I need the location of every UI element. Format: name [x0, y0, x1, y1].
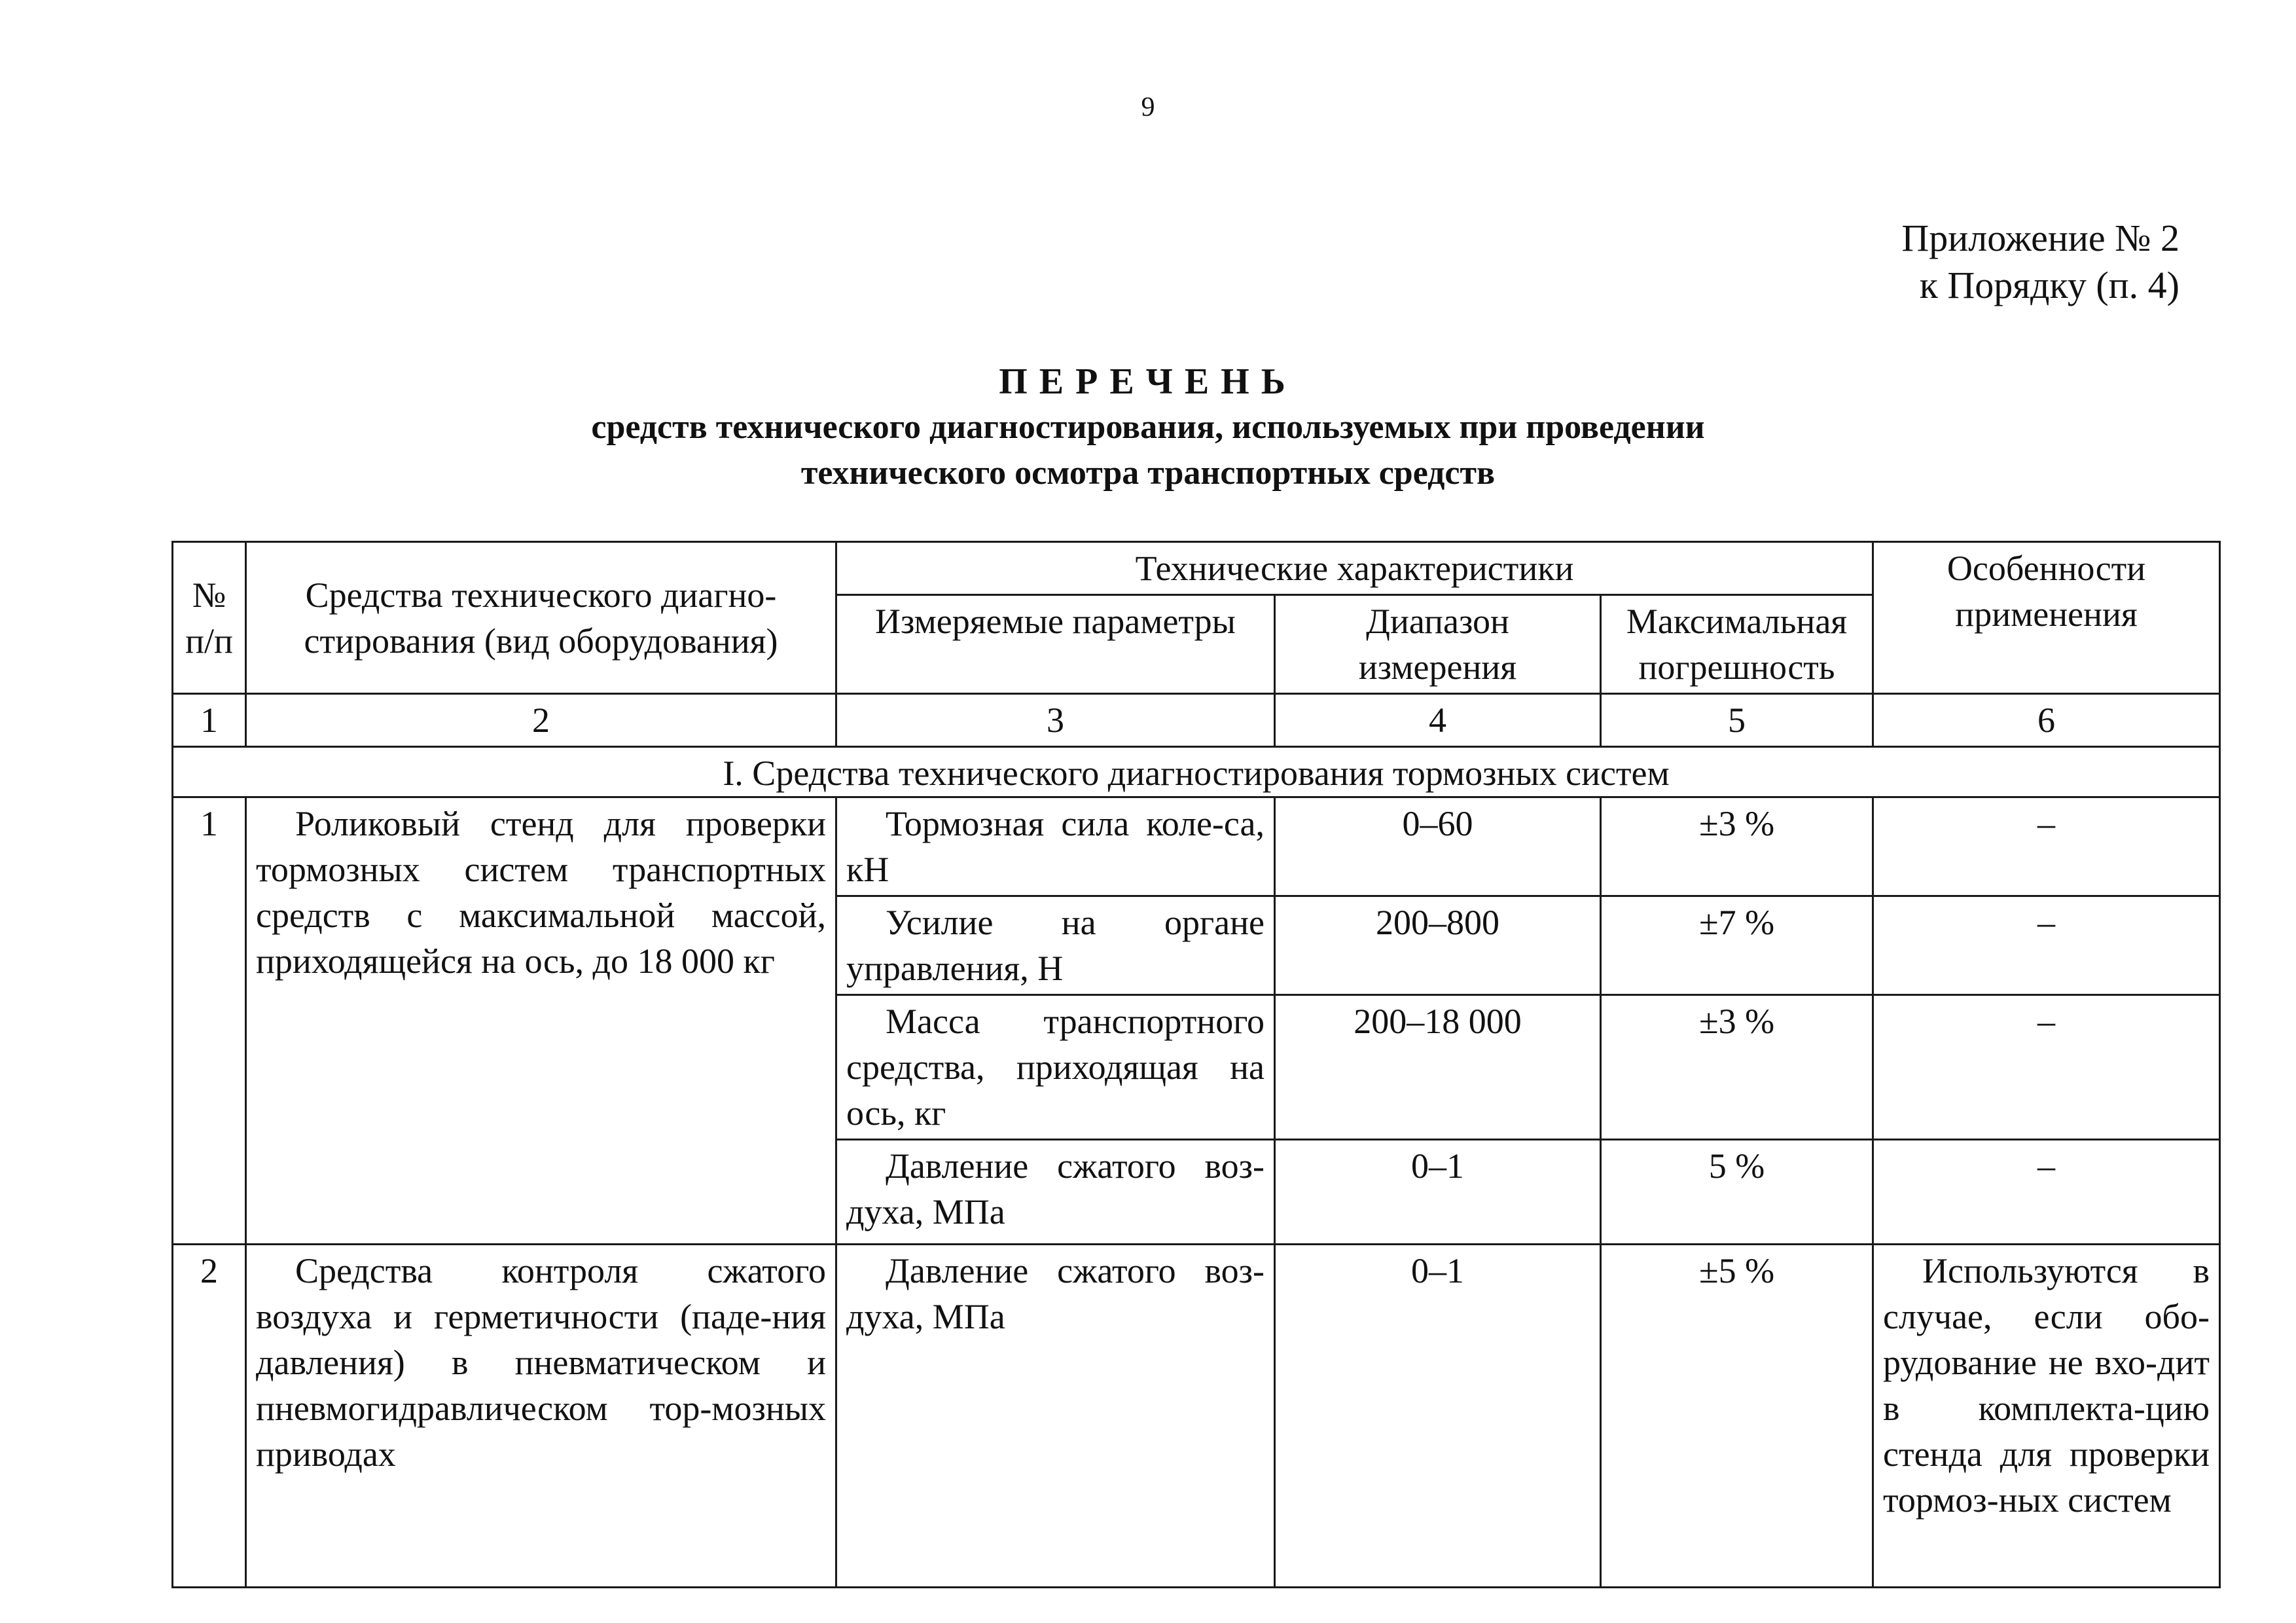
- header-range: Диапазон измерения: [1275, 595, 1601, 694]
- header-tech-characteristics: Технические характеристики: [836, 542, 1873, 595]
- max-error: ±7 %: [1601, 896, 1873, 995]
- max-error: ±3 %: [1601, 995, 1873, 1140]
- max-error: 5 %: [1601, 1140, 1873, 1245]
- section-row: [173, 747, 2220, 797]
- appendix-line-1: Приложение № 2: [1901, 217, 2179, 259]
- header-error: Максимальная погрешность: [1601, 595, 1873, 694]
- document-title: [0, 359, 2296, 496]
- header-features: Особенности применения: [1873, 542, 2220, 694]
- table-row: [173, 1245, 2220, 1588]
- measured-parameter: Тормозная сила коле-са, кН: [836, 797, 1275, 896]
- equipment-description: Средства контроля сжатого воздуха и герметичности (паде-ния давления) в пневматическом и пневмогидравлическом тор-мозных приводах: [246, 1245, 836, 1588]
- measurement-range: 0–1: [1275, 1140, 1601, 1245]
- equipment-description: Роликовый стенд для проверки тормозных систем транспортных средств с максимальной массой, приходящейся на ось, до 18 000 кг: [246, 797, 836, 1245]
- application-features: –: [1873, 896, 2220, 995]
- col-number: 6: [1873, 694, 2220, 747]
- appendix-line-2: к Порядку (п. 4): [1919, 264, 2179, 306]
- measured-parameter: Давление сжатого воз-духа, МПа: [836, 1245, 1275, 1588]
- page-number: 9: [1141, 92, 1155, 122]
- title-line-2: средств технического диагностирования, используемых при проведении: [591, 409, 1705, 446]
- measurement-range: 0–60: [1275, 797, 1601, 896]
- max-error: ±3 %: [1601, 797, 1873, 896]
- row-number: 1: [173, 797, 246, 1245]
- measured-parameter: Масса транспортного средства, приходящая на ось, кг: [836, 995, 1275, 1140]
- col-number: 4: [1275, 694, 1601, 747]
- measured-parameter: Давление сжатого воз-духа, МПа: [836, 1140, 1275, 1245]
- measurement-range: 200–18 000: [1275, 995, 1601, 1140]
- header-num: № п/п: [173, 542, 246, 694]
- title-main: ПЕРЕЧЕНЬ: [999, 361, 1297, 402]
- header-row-1: [173, 542, 2220, 595]
- title-line-3: технического осмотра транспортных средств: [800, 454, 1496, 492]
- col-number: 5: [1601, 694, 1873, 747]
- table-row: [173, 797, 2220, 896]
- header-params: Измеряемые параметры: [836, 595, 1275, 694]
- row-number: 2: [173, 1245, 246, 1588]
- col-number: 2: [246, 694, 836, 747]
- section-title: I. Средства технического диагностирования тормозных систем: [173, 747, 2220, 797]
- application-features: –: [1873, 1140, 2220, 1245]
- measured-parameter: Усилие на органе управления, Н: [836, 896, 1275, 995]
- application-features: –: [1873, 797, 2220, 896]
- column-number-row: [173, 694, 2220, 747]
- appendix-reference: [1901, 215, 2179, 309]
- measurement-range: 200–800: [1275, 896, 1601, 995]
- measurement-range: 0–1: [1275, 1245, 1601, 1588]
- application-features: –: [1873, 995, 2220, 1140]
- col-number: 3: [836, 694, 1275, 747]
- application-features: Используются в случае, если обо-рудование не вхо-дит в комплекта-цию стенда для проверки тормоз-ных систем: [1873, 1245, 2220, 1588]
- max-error: ±5 %: [1601, 1245, 1873, 1588]
- header-equipment: Средства технического диагно-стирования (вид оборудования): [246, 542, 836, 694]
- equipment-table: [171, 541, 2221, 1588]
- col-number: 1: [173, 694, 246, 747]
